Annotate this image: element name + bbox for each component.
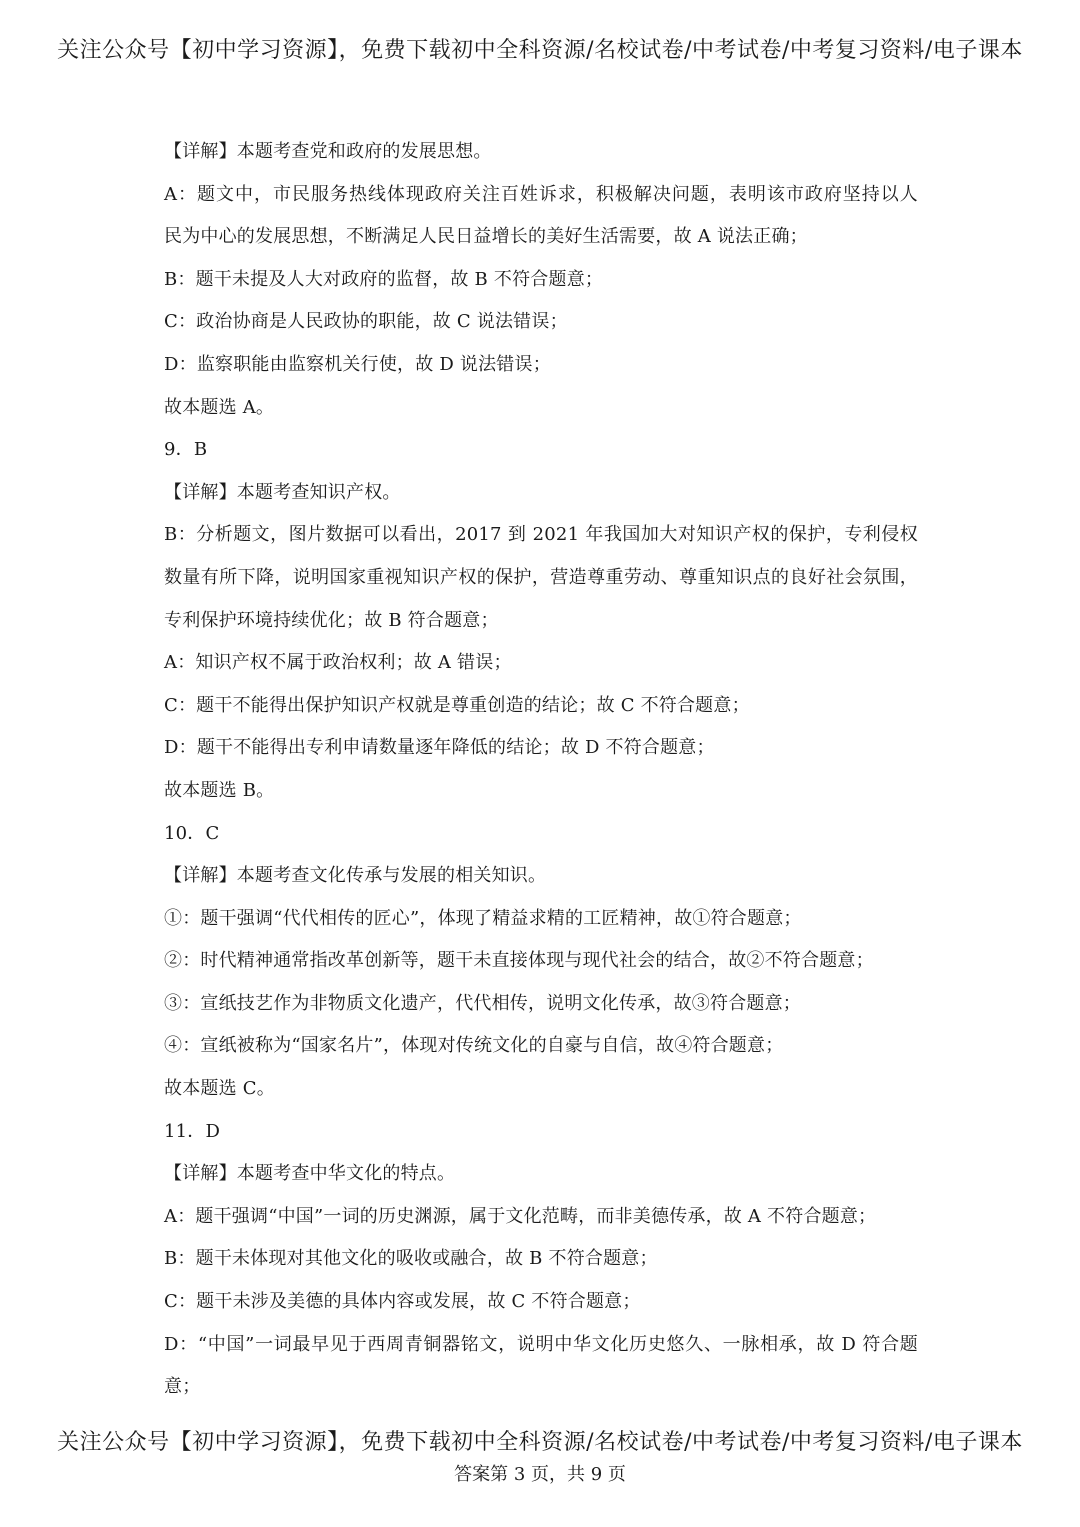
page-number: 答案第 3 页，共 9 页 — [454, 1464, 626, 1485]
text-line: 故本题选 A。 — [164, 396, 275, 418]
text-line: 故本题选 B。 — [164, 779, 275, 801]
text-line: 【详解】本题考查党和政府的发展思想。 — [164, 141, 492, 162]
text-line: 民为中心的发展思想，不断满足人民日益增长的美好生活需要，故 A 说法正确； — [164, 226, 808, 248]
text-line: 故本题选 C。 — [164, 1078, 275, 1100]
text-line: B：分析题文，图片数据可以看出，2017 到 2021 年我国加大对知识产权的保护，专利侵权 — [164, 524, 918, 546]
text-line: 数量有所下降，说明国家重视知识产权的保护，营造尊重劳动、尊重知识点的良好社会氛围， — [164, 566, 918, 588]
text-line: ③：宣纸技艺作为非物质文化遗产，代代相传，说明文化传承，故③符合题意； — [164, 992, 801, 1014]
text-line: A：题文中，市民服务热线体现政府关注百姓诉求，积极解决问题，表明该市政府坚持以人 — [164, 183, 918, 205]
text-line: C：政治协商是人民政协的职能，故 C 说法错误； — [164, 311, 568, 333]
text-line: 专利保护环境持续优化；故 B 符合题意； — [164, 609, 499, 631]
text-line: A：题干强调“中国”一词的历史渊源，属于文化范畴，而非美德传承，故 A 不符合题意； — [164, 1205, 877, 1227]
text-line: B：题干未体现对其他文化的吸收或融合，故 B 不符合题意； — [164, 1248, 658, 1270]
question-number: 9．B — [164, 439, 208, 461]
text-line: D：题干不能得出专利申请数量逐年降低的结论；故 D 不符合题意； — [164, 737, 715, 759]
answer-content — [164, 137, 924, 1415]
text-line: B：题干未提及人大对政府的监督，故 B 不符合题意； — [164, 268, 604, 290]
text-line: C：题干不能得出保护知识产权就是尊重创造的结论；故 C 不符合题意； — [164, 694, 750, 716]
text-line: 【详解】本题考查文化传承与发展的相关知识。 — [164, 865, 547, 887]
text-line: 【详解】本题考查知识产权。 — [164, 481, 401, 503]
text-line: ②：时代精神通常指改革创新等，题干未直接体现与现代社会的结合，故②不符合题意； — [164, 950, 874, 972]
text-line: 意； — [164, 1376, 201, 1398]
header-banner: 关注公众号【初中学习资源】，免费下载初中全科资源/名校试卷/中考试卷/中考复习资料/电子课本 — [57, 38, 1023, 63]
question-number: 10．C — [164, 822, 220, 844]
footer-banner: 关注公众号【初中学习资源】，免费下载初中全科资源/名校试卷/中考试卷/中考复习资料/电子课本 — [57, 1430, 1023, 1455]
text-line: D：监察职能由监察机关行使，故 D 说法错误； — [164, 353, 551, 375]
question-number: 11．D — [164, 1120, 221, 1142]
text-line: D：“中国”一词最早见于西周青铜器铭文，说明中华文化历史悠久、一脉相承，故 D 符合题 — [164, 1333, 918, 1355]
text-line: C：题干未涉及美德的具体内容或发展，故 C 不符合题意； — [164, 1291, 641, 1313]
text-line: A：知识产权不属于政治权利；故 A 错误； — [164, 652, 512, 674]
text-line: 【详解】本题考查中华文化的特点。 — [164, 1163, 456, 1185]
text-line: ①：题干强调“代代相传的匠心”，体现了精益求精的工匠精神，故①符合题意； — [164, 907, 802, 929]
text-line: ④：宣纸被称为“国家名片”，体现对传统文化的自豪与自信，故④符合题意； — [164, 1035, 784, 1057]
